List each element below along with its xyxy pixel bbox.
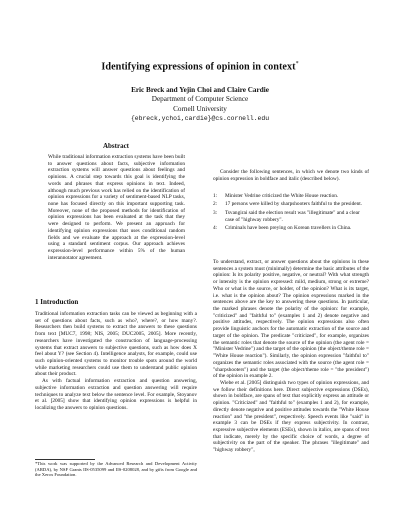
right-body: [213, 259, 369, 454]
example-item: [213, 193, 369, 200]
example-text: Criminals have been preying on Korean travellers in China.: [225, 224, 352, 231]
footnote-divider: [35, 459, 95, 460]
author-names: Eric Breck and Yejin Choi and Claire Cardie: [131, 86, 269, 94]
footnote: *This work was supported by the Advanced Research and Development Activity (ARDA), by NSF Grants IIS-0535099 and IIS-0208028, and by gifts from Google and the Xerox Foundation.: [35, 461, 197, 478]
example-number: 4:: [213, 224, 218, 231]
section-heading-introduction: 1 Introduction: [35, 298, 79, 306]
example-text: Tsvangirai said the election result was "illegitimate" and a clear case of "highway robbery".: [225, 209, 360, 223]
title-footnote-mark: *: [295, 61, 299, 67]
abstract-heading: Abstract: [102, 142, 130, 150]
author-email: {ebreck,ychoi,cardie}@cs.cornell.edu: [130, 115, 270, 123]
right-lead-paragraph: [213, 169, 369, 182]
example-number: 2:: [213, 201, 218, 208]
paper-title: Identifying expressions of opinion in context*: [101, 61, 299, 73]
right-paragraph-2: To understand, extract, or answer questions about the opinions in these sentences a system must (minimally) determine the basic attributes of the opinion: Is its polarity positive, negative, or neutral? With what strength or intensity is the opinion expressed: mild, medium, strong or extreme? Who or what is the source, or holder, of the opinion? What is its target, i.e. what is the opinion about? The opinion expressions marked in the sentences above are the key to answering these questions. In particular, the marked phrases denote the polarity of the opinion: for example, "criticized" and "faithful to" (examples 1 and 2) denote negative and positive attitudes, respectively. The opinion expressions also often provide linguistic anchors for the automatic extraction of the source and target of the opinion. The predicate "criticized", for example, organizes the semantic roles that denote the source of the opinion (the agent role = "Minister Vedrine") and the target of the opinion (the object/theme role = "White House reaction"). Similarly, the opinion expression "faithful to" organizes the semantic roles associated with the source (the agent role = "sharpshooters") and the target (the object/theme role = "the president") of the opinion in example 2.: [213, 259, 369, 380]
introduction-body: [35, 311, 197, 412]
example-number: 3:: [213, 209, 218, 216]
example-item: [213, 210, 369, 224]
intro-paragraph-2: As with factual information extraction and question answering, subjective information extraction and question answering will require techniques to analyze text below the sentence level. For example, Stoyanov et al. [2005] show that identifying opinion expressions is helpful in localizing the answers to opinion questions.: [35, 378, 197, 412]
intro-paragraph-1: Traditional information extraction tasks can be viewed as beginning with a set of questions about facts, such as who?, where?, or how many?. Researchers then build systems to extract the answers to these questions from text [MUC7, 1998; NIS, 2005; DUC2005, 2005]. More recently, researchers have investigated the construction of language-processing systems that extract answers to subjective questions, such as how does X feel about Y? (see Section 4). Intelligence analysts, for example, could use such opinion-oriented systems to monitor trouble spots around the world while marketing researchers could use them to understand public opinion about their product.: [35, 311, 197, 378]
affiliation-dept: Department of Computer Science: [151, 95, 249, 104]
example-list: [213, 193, 369, 233]
right-paragraph-3: Wiebe et al. [2005] distinguish two types of opinion expressions, and we follow their definitions here. Direct subjective expressions (DSEs), shown in boldface, are spans of text that explicitly express an attitude or opinion. "Criticized" and "faithful to" (examples 1 and 2), for example, directly denote negative and positive attitudes towards the "White House reaction" and "the president", respectively. Speech events like "said" in example 3 can be DSEs if they express subjectivity. In contrast, expressive subjective elements (ESEs), shown in italics, are spans of text that indicate, merely by the specific choice of words, a degree of subjectivity on the part of the speaker. The phrases "illegitimate" and "highway robbery",: [213, 379, 369, 454]
lead-text: Consider the following sentences, in which we denote two kinds of opinion expression in boldface and italic (described below).: [213, 169, 369, 182]
author-block: [0, 86, 400, 124]
example-item: [213, 201, 369, 208]
example-text: Minister Vedrine criticized the White House reaction.: [225, 193, 339, 199]
example-text: 17 persons were killed by sharpshooters faithful to the president.: [225, 201, 363, 208]
example-item: [213, 225, 369, 232]
affiliation-univ: Cornell University: [173, 104, 227, 113]
example-number: 1:: [213, 193, 218, 199]
abstract-text: While traditional information extraction systems have been built to answer questions about facts, subjective information extraction systems will answer questions about feelings and opinions. A crucial step towards this goal is identifying the words and phrases that express opinions in text. Indeed, although much previous work has relied on the identification of opinion expressions for a variety of sentiment-based NLP tasks, none has focused directly on this important supporting task. Moreover, none of the proposed methods for identification of opinion expressions has been evaluated at the task that they were designed to perform. We present an approach for identifying opinion expressions that uses conditional random fields and we evaluate the approach at the expression-level using a standard sentiment corpus. Our approach achieves expression-level performance within 5% of the human interannotator agreement.: [48, 154, 185, 261]
